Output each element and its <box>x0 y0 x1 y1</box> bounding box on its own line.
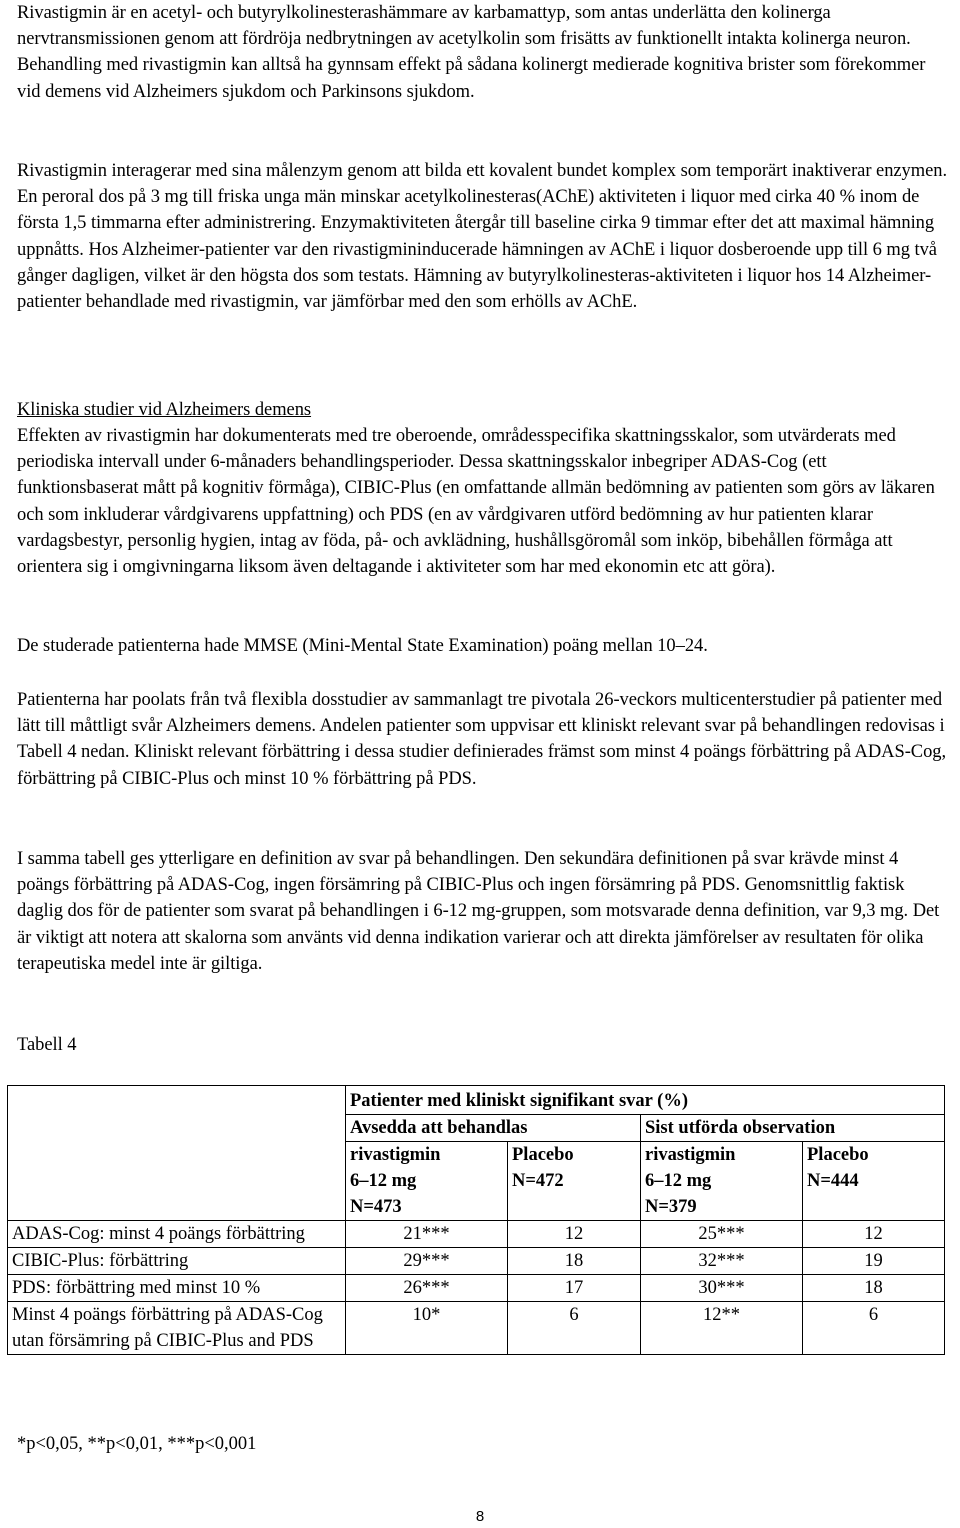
table-row <box>8 1248 945 1275</box>
paragraph-enzyme-interaction: Rivastigmin interagerar med sina målenzym genom att bilda ett kovalent bundet komplex som temporärt inaktiverar enzymen. En peroral dos på 3 mg till friska unga män minskar acetylkolinesteras(AChE) aktiviteten i liquor med cirka 40 % inom de första 1,5 timmarna efter administrering. Enzymaktiviteten återgår till baseline cirka 9 timmar efter det att maximal hämning uppnåtts. Hos Alzheimer-patienter var den rivastigmininducerade hämningen av AChE i liquor dosberoende upp till 6 mg två gånger dagligen, vilket är den högsta dos som testats. Hämning av butyrylkolinesteras-aktiviteten i liquor hos 14 Alzheimer-patienter behandlade med rivastigmin, var jämförbar med den som erhölls av AChE. <box>17 161 948 313</box>
section-heading-kliniska-studier: Kliniska studier vid Alzheimers demens <box>17 400 312 420</box>
header-group-itt: Avsedda att behandlas <box>346 1115 641 1142</box>
table-row <box>8 1221 945 1248</box>
table-title: Tabell 4 <box>17 1035 77 1055</box>
paragraph-secondary-definition: I samma tabell ges ytterligare en definition av svar på behandlingen. Den sekundära definitionen på svar krävde minst 4 poängs förbättring på ADAS-Cog, ingen försämring på CIBIC-Plus och ingen försämring på PDS. Genomsnittlig faktisk daglig dos för de patienter som svarat på behandlingen i 6-12 mg-gruppen, som motsvarade denna definition, var 9,3 mg. Det är viktigt att notera att skalorna som använts vid denna indikation varierar och att direkta jämförelser av resultaten för olika terapeutiska medel inte är giltiga. <box>17 849 940 974</box>
row-label: Minst 4 poängs förbättring på ADAS-Cog utan försämring på CIBIC-Plus and PDS <box>8 1302 346 1355</box>
cell-value: 30*** <box>641 1275 803 1302</box>
page-number: 8 <box>475 1508 485 1525</box>
table-row <box>8 1302 945 1355</box>
paragraph-rating-scales: Effekten av rivastigmin har dokumenterats med tre oberoende, områdesspecifika skattningsskalor, som utvärderats med periodiska intervall under 6-månaders behandlingsperioder. Dessa skattningsskalor inbegriper ADAS-Cog (ett funktionsbaserat mått på kognitiv förmåga), CIBIC-Plus (en omfattande allmän bedömning av patienten som görs av läkaren och som inkluderar vårdgivarens uppfattning) och PDS (en av vårdgivaren utförd bedömning av hur patienten klarar vardagsbestyr, personlig hygien, intag av föda, på- och avklädning, hushållsgöromål som inköp, bibehållen förmåga att orientera sig i omgivningarna liksom även deltagande i aktiviteter som har med ekonomin etc att göra). <box>17 426 935 578</box>
results-table <box>7 1085 945 1355</box>
paragraph-mmse: De studerade patienterna hade MMSE (Mini-Mental State Examination) poäng mellan 10–24. <box>17 636 708 656</box>
cell-value: 10* <box>346 1302 508 1355</box>
cell-value: 32*** <box>641 1248 803 1275</box>
row-label: CIBIC-Plus: förbättring <box>8 1248 346 1275</box>
header-placebo-itt: Placebo N=472 <box>508 1142 641 1221</box>
table-header-row-top <box>8 1086 945 1115</box>
cell-value: 18 <box>803 1275 945 1302</box>
paragraph-mechanism: Rivastigmin är en acetyl- och butyrylkolinesterashämmare av karbamattyp, som antas underlätta den kolinerga nervtransmissionen genom att fördröja nedbrytningen av acetylkolin som frisätts av funktionellt intakta kolinerga neuron. Behandling med rivastigmin kan alltså ha gynnsam effekt på sådana kolinergt medierade kognitiva brister som förekommer vid demens vid Alzheimers sjukdom och Parkinsons sjukdom. <box>17 3 926 102</box>
cell-value: 18 <box>508 1248 641 1275</box>
paragraph-pooled-studies: Patienterna har poolats från två flexibla dosstudier av sammanlagt tre pivotala 26-veckors multicenterstudier på patienter med lätt till måttligt svår Alzheimers demens. Andelen patienter som uppvisar ett kliniskt relevant svar på behandlingen redovisas i Tabell 4 nedan. Kliniskt relevant förbättring i dessa studier definierades främst som minst 4 poängs förbättring på ADAS-Cog, förbättring på CIBIC-Plus och minst 10 % förbättring på PDS. <box>17 690 947 789</box>
header-riva-locf: rivastigmin 6–12 mg N=379 <box>641 1142 803 1221</box>
cell-value: 29*** <box>346 1248 508 1275</box>
cell-value: 12** <box>641 1302 803 1355</box>
row-label: ADAS-Cog: minst 4 poängs förbättring <box>8 1221 346 1248</box>
row-label: PDS: förbättring med minst 10 % <box>8 1275 346 1302</box>
cell-value: 21*** <box>346 1221 508 1248</box>
cell-value: 26*** <box>346 1275 508 1302</box>
header-riva-itt: rivastigmin 6–12 mg N=473 <box>346 1142 508 1221</box>
cell-value: 6 <box>508 1302 641 1355</box>
cell-value: 6 <box>803 1302 945 1355</box>
table-footnote: *p<0,05, **p<0,01, ***p<0,001 <box>17 1434 257 1454</box>
table-row <box>8 1275 945 1302</box>
header-group-locf: Sist utförda observation <box>641 1115 945 1142</box>
header-empty-cell <box>8 1086 346 1221</box>
header-placebo-locf: Placebo N=444 <box>803 1142 945 1221</box>
header-significant-response: Patienter med kliniskt signifikant svar (%) <box>346 1086 945 1115</box>
cell-value: 19 <box>803 1248 945 1275</box>
cell-value: 17 <box>508 1275 641 1302</box>
cell-value: 12 <box>508 1221 641 1248</box>
cell-value: 12 <box>803 1221 945 1248</box>
cell-value: 25*** <box>641 1221 803 1248</box>
